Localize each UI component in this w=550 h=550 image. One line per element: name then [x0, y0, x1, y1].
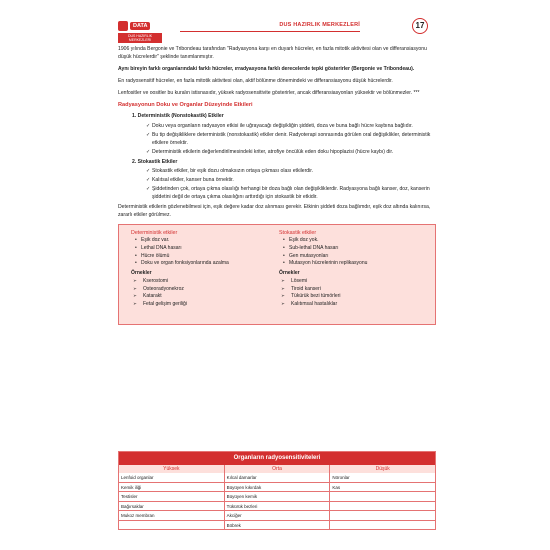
numbered-heading: 1. Deterministik (Nonstokastik) Etkiler — [132, 113, 224, 120]
list-item: • Sub-lethal DNA hasarı — [279, 245, 429, 253]
logo-mark-icon — [118, 21, 128, 31]
column-low — [330, 473, 435, 530]
arrow-list — [131, 278, 281, 309]
list-item: ➢ Osteoradyonekroz — [131, 286, 281, 294]
list-item: ➢ Lösemi — [279, 278, 429, 286]
table-cell — [119, 521, 224, 531]
table-cell: Bağırsaklar — [119, 502, 224, 512]
check-list — [118, 168, 436, 202]
deterministic-column — [131, 229, 281, 309]
logo-text: DATA — [130, 22, 150, 30]
table-cell: Büyüyen kemik — [225, 492, 330, 502]
list-item: • Gen mutasyonları — [279, 253, 429, 261]
table-cell: Nöronlar — [330, 473, 435, 483]
table-cell — [330, 502, 435, 512]
bullet-list — [279, 237, 429, 268]
list-item: • Mutasyon hücrelerinin replikasyonu — [279, 260, 429, 268]
publisher-logo — [118, 20, 166, 42]
document-page — [118, 12, 436, 532]
numbered-heading: 2. Stokastik Etkiler — [132, 158, 178, 165]
paragraph: Aynı bireyin farklı organlarındaki farklı hücreler, ırradyasyona farklı derecelerde tepki gösterirler (Bergonie ve Tribondeau). — [118, 65, 415, 72]
column-header-mid: Orta — [225, 465, 331, 473]
table-cell: Testisler — [119, 492, 224, 502]
list-item: ✓ Stokastik etkiler, bir eşik dozu olmaksızın ortaya çıkması olası etkilerdir. — [146, 168, 436, 176]
page-number: 17 — [412, 18, 428, 34]
table-cell: Lenfoid organlar — [119, 473, 224, 483]
table-cell: Kılcal damarlar — [225, 473, 330, 483]
stochastic-column — [279, 229, 429, 309]
table-cell — [330, 521, 435, 531]
list-item: ✓ Bu tip değişikliklere deterministik (nonstokastik) etkiler denir. Radyoterapi sonrasında görülen oral değişiklikler, deterministik etkilere örnektir. — [146, 132, 436, 148]
table-cell: Tükürük bezleri — [225, 502, 330, 512]
list-item: • Eşik doz yok. — [279, 237, 429, 245]
table-cell: Mukoz membran — [119, 511, 224, 521]
bullet-list — [131, 237, 281, 268]
examples-heading: Örnekler — [131, 270, 152, 276]
table-cell: Büyüyen kıkırdak — [225, 483, 330, 493]
column-high — [119, 473, 225, 530]
list-item: ✓ Şiddetinden çok, ortaya çıkma olasılığı herhangi bir doza bağlı olan değişikliklerdir. Radyasyona bağlı kanser, doz, kanserin şiddetini değil de ortaya çıkma olasılığını arttırdığı için stokastik bir etkidir. — [146, 186, 436, 202]
main-content — [118, 46, 436, 325]
table-cell — [330, 492, 435, 502]
list-item: ➢ Tiroid kanseri — [279, 286, 429, 294]
table-body — [119, 473, 435, 530]
logo-subtitle: DUS HAZIRLIK MERKEZLERI — [118, 33, 162, 43]
list-item: ➢ Tükürük bezi tümörleri — [279, 293, 429, 301]
section-title: Radyasyonun Doku ve Organlar Düzeyinde Etkileri — [118, 102, 253, 109]
paragraph: 1906 yılında Bergonie ve Tribondeau tarafından "Radyasyona karşı en duyarlı hücreler, en fazla mitotik aktivitesi olan ve differansiasyonu düşük hücrelerdir" şeklinde tanımlanmıştır. — [118, 46, 427, 60]
list-item: ➢ Kserostomi — [131, 278, 281, 286]
list-item: • Eşik doz var. — [131, 237, 281, 245]
column-mid — [225, 473, 331, 530]
list-item: ✓ Doku veya organların radyasyon etkisi ile uğrayacağı değişikliğin şiddeti, doza ve buna bağlı hücre kaybına bağlıdır. — [146, 123, 436, 131]
summary-box — [118, 224, 436, 325]
box-heading: Deterministik etkiler — [131, 229, 178, 236]
list-item: ➢ Katarakt — [131, 293, 281, 301]
column-header-low: Düşük — [375, 466, 390, 472]
table-cell: Böbrek — [225, 521, 330, 531]
arrow-list — [279, 278, 429, 309]
list-item: • Lethal DNA hasarı — [131, 245, 281, 253]
table-cell: Akciğer — [225, 511, 330, 521]
column-header-high: Yüksek — [119, 465, 225, 473]
table-cell — [330, 511, 435, 521]
paragraph: Lenfositler ve oositler bu kuralın istisnasıdır, yüksek radyosensitivite gösterirler, ancak differansiasyonları yüksektir ve bölünmezler. *** — [118, 89, 420, 96]
check-list — [118, 123, 436, 157]
organ-sensitivity-table — [118, 451, 436, 530]
list-item: ✓ Deterministik etkilerin değerlendirilmesindeki kriter, atrofiye öncülük eden doku hipoplazisi (hücre kaybı) dir. — [146, 149, 436, 157]
paragraph: En radyosensitif hücreler, en fazla mitotik aktivitesi olan, aktif bölünme dönemindeki ve differansiasyonu düşük hücrelerdir. — [118, 77, 393, 84]
list-item: ➢ Fetal gelişim geriliği — [131, 301, 281, 309]
list-item: • Doku ve organ fonksiyonlarında azalma — [131, 260, 281, 268]
running-header: DUS HAZIRLIK MERKEZLERİ — [180, 22, 360, 32]
table-cell: Kemik iliği — [119, 483, 224, 493]
table-cell: Kas — [330, 483, 435, 493]
list-item: ✓ Kalıtsal etkiler, kanser buna örnektir. — [146, 177, 436, 185]
list-item: • Hücre ölümü — [131, 253, 281, 261]
paragraph: Deterministik etkilerin gözlenebilmesi için, eşik değere kadar doz alınması gerekir. Etkinin şiddeti doza bağlımdır, eşik doz altında kalınırsa, zararlı etkiler görülmez. — [118, 204, 431, 218]
box-heading: Stokastik etkiler — [279, 229, 317, 236]
table-title: Organların radyosensitiviteleri — [119, 452, 435, 465]
table-header-row — [119, 465, 435, 473]
examples-heading: Örnekler — [279, 270, 300, 276]
list-item: ➢ Kalıtımsal hastalıklar — [279, 301, 429, 309]
